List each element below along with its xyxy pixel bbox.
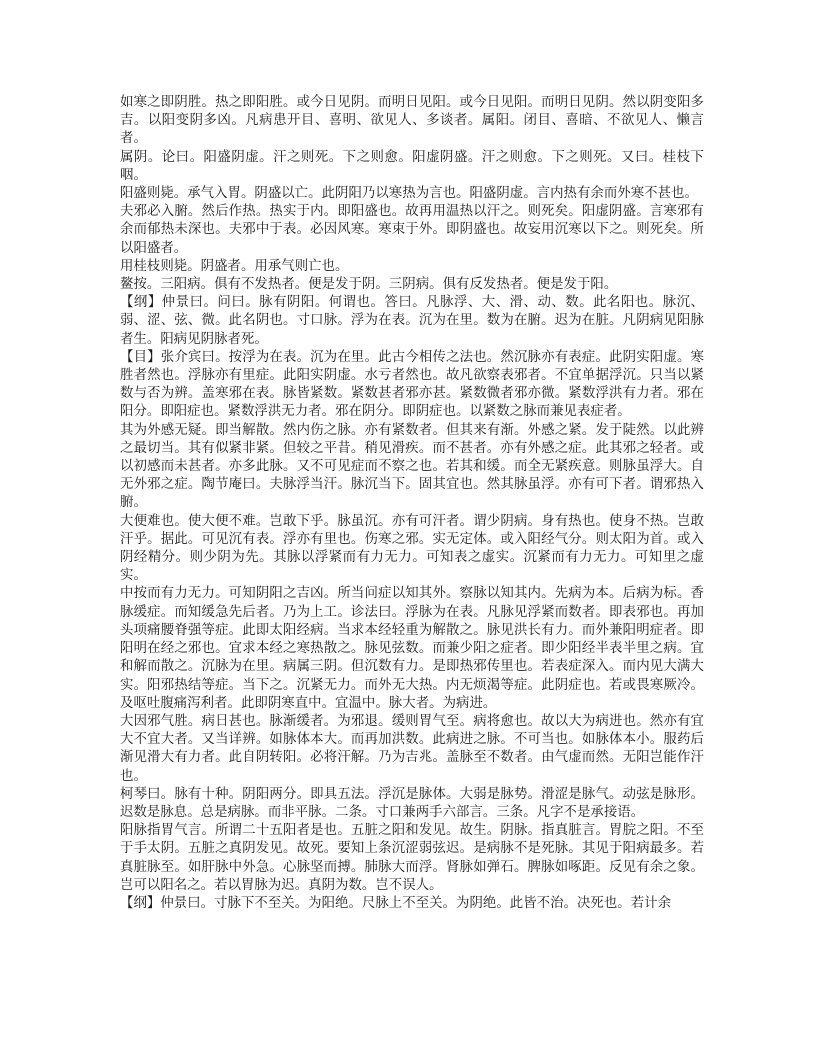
- paragraph: 如寒之即阴胜。热之即阳胜。或今日见阴。而明日见阳。或今日见阳。而明日见阴。然以阴变阳多吉。以阳变阴多凶。凡病患开目、喜明、欲见人、多谈者。属阳。闭目、喜暗、不欲见人、懒言者。: [120, 95, 704, 147]
- paragraph: 夫邪必入腑。然后作热。热实于内。即阳盛也。故再用温热以汗之。则死矣。阳虚阴盛。言寒邪有余而郁热未深也。夫邪中于表。必因风寒。寒束于外。即阴盛也。故妄用沉寒以下之。则死矣。所以阳盛者。: [120, 204, 704, 256]
- paragraph: 其为外感无疑。即当解散。然内伤之脉。亦有紧数者。但其来有渐。外感之紧。发于陡然。以此辨之最切当。其有似紧非紧。但较之平昔。稍见滑疾。而不甚者。亦有外感之症。此其邪之轻者。或以初感而未甚者。亦多此脉。又不可见症而不察之也。若其和缓。而全无紧疾意。则脉虽浮大。自无外邪之症。陶节庵曰。夫脉浮当汗。脉沉当下。固其宜也。然其脉虽浮。亦有可下者。谓邪热入腑。: [120, 422, 704, 511]
- paragraph: 阳脉指胃气言。所谓二十五阳者是也。五脏之阳和发见。故生。阴脉。指真脏言。胃脘之阳。不至于手太阴。五脏之真阴发见。故死。要知上条沉涩弱弦迟。是病脉不是死脉。其见于阳病最多。若真脏脉至。如肝脉中外急。心脉坚而搏。肺脉大而浮。肾脉如弹石。脾脉如啄距。反见有余之象。岂可以阳名之。若以胃脉为迟。真阴为数。岂不误人。: [120, 823, 704, 893]
- paragraph: 大因邪气胜。病日甚也。脉渐缓者。为邪退。缓则胃气至。病将愈也。故以大为病进也。然亦有宜大不宜大者。又当详辨。如脉体本大。而再加洪数。此病进之脉。不可当也。如脉体本小。服药后渐见滑大有力者。此自阴转阳。必将汗解。乃为吉兆。盖脉至不数者。由气虚而然。无阳岂能作汗也。: [120, 713, 704, 784]
- paragraph: 阳盛则毙。承气入胃。阴盛以亡。此阴阳乃以寒热为言也。阳盛阴虚。言内热有余而外寒不甚也。: [120, 186, 698, 202]
- paragraph: 属阴。论曰。阳盛阴虚。汗之则死。下之则愈。阳虚阴盛。汗之则愈。下之则死。又曰。桂枝下咽。: [120, 149, 704, 183]
- paragraph: 鳌按。三阳病。俱有不发热者。便是发于阴。三阴病。俱有反发热者。便是发于阳。: [120, 277, 618, 293]
- document-page: [120, 94, 704, 913]
- paragraph: 中按而有力无力。可知阴阳之吉凶。所当问症以知其外。察脉以知其内。先病为本。后病为标。香脉缓症。而知缓急先后者。乃为上工。诊法曰。浮脉为在表。凡脉见浮紧而数者。即表邪也。再加头项痛腰脊强等症。此即太阳经病。当求本经轻重为解散之。脉见洪长有力。而外兼阳明症者。即阳明在经之邪也。宜求本经之寒热散之。脉见弦数。而兼少阳之症者。即少阳经半表半里之病。宜和解而散之。沉脉为在里。病属三阴。但沉数有力。是即热邪传里也。若表症深入。而内见大满大实。阳邪热结等症。当下之。沉紧无力。而外无大热。内无烦渴等症。此阴症也。若或畏寒厥冷。及呕吐腹痛泻利者。此即阴寒直中。宜温中。脉大者。为病进。: [120, 586, 704, 711]
- paragraph: 用桂枝则毙。阴盛者。用承气则亡也。: [120, 258, 349, 274]
- paragraph: 【目】张介宾曰。按浮为在表。沉为在里。此古今相传之法也。然沉脉亦有表症。此阴实阳虚。寒胜者然也。浮脉亦有里症。此阳实阴虚。水亏者然也。故凡欲察表邪者。不宜单据浮沉。只当以紧数与否为辨。盖寒邪在表。脉皆紧数。紧数甚者邪亦甚。紧数微者邪亦微。紧数浮洪有力者。邪在阳分。即阳症也。紧数浮洪无力者。邪在阴分。即阴症也。以紧数之脉而兼见表症者。: [120, 349, 704, 420]
- paragraph: 大便难也。使大便不难。岂敢下乎。脉虽沉。亦有可汗者。谓少阴病。身有热也。使身不热。岂敢汗乎。据此。可见沉有表。浮亦有里也。伤寒之邪。实无定体。或入阳经气分。则太阳为首。或入阴经精分。则少阴为先。其脉以浮紧而有力无力。可知表之虚实。沉紧而有力无力。可知里之虚实。: [120, 513, 704, 584]
- paragraph: 柯琴曰。脉有十种。阴阳两分。即具五法。浮沉是脉体。大弱是脉势。滑涩是脉气。动弦是脉形。迟数是脉息。总是病脉。而非平脉。二条。寸口兼两手六部言。三条。凡字不是承接语。: [120, 786, 704, 820]
- paragraph: 【纲】仲景曰。寸脉下不至关。为阳绝。尺脉上不至关。为阴绝。此皆不治。决死也。若计余: [120, 895, 672, 911]
- paragraph: 【纲】仲景曰。问曰。脉有阴阳。何谓也。答曰。凡脉浮、大、滑、动、数。此名阳也。脉沉、弱、涩、弦、微。此名阴也。寸口脉。浮为在表。沉为在里。数为在腑。迟为在脏。凡阴病见阳脉者生。阳病见阴脉者死。: [120, 295, 704, 347]
